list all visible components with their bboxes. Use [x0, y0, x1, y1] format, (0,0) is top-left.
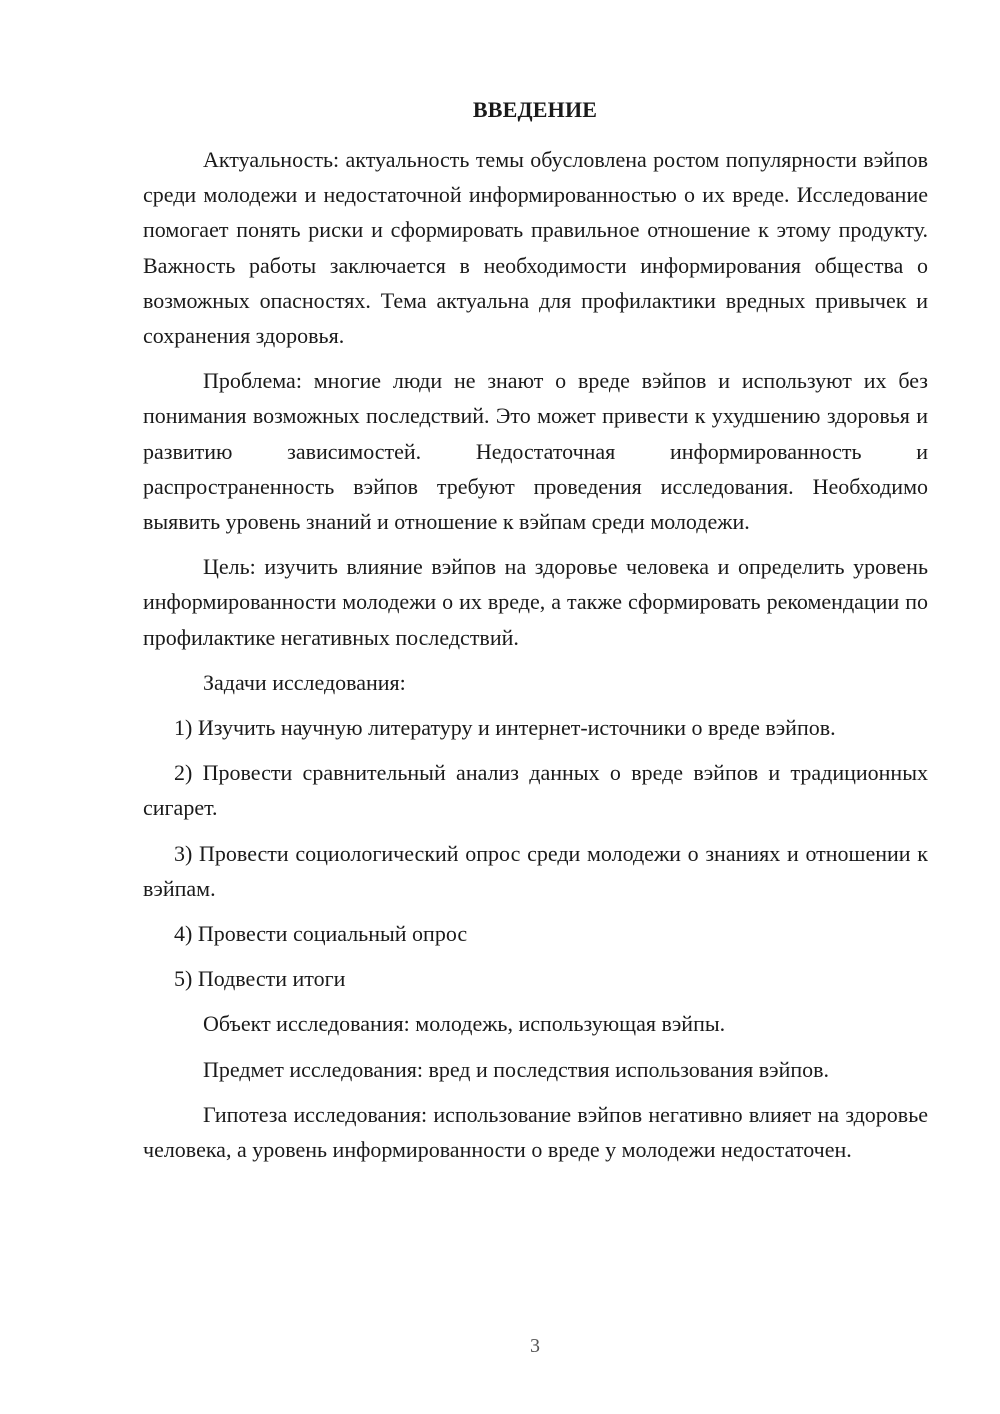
document-body — [143, 142, 928, 1177]
research-subject-paragraph: Предмет исследования: вред и последствия использования вэйпов. — [203, 1056, 830, 1082]
goal-paragraph: Цель: изучить влияние вэйпов на здоровье человека и определить уровень информированности молодежи о их вреде, а также сформировать рекомендации по профилактике негативных последствий. — [143, 554, 928, 650]
task-item-4: 4) Провести социальный опрос — [174, 921, 468, 947]
research-object-paragraph: Объект исследования: молодежь, использующая вэйпы. — [203, 1011, 726, 1037]
task-item-2: 2) Провести сравнительный анализ данных о вреде вэйпов и традиционных сигарет. — [143, 760, 928, 821]
hypothesis-paragraph: Гипотеза исследования: использование вэйпов негативно влияет на здоровье человека, а уровень информированности о вреде у молодежи недостаточен. — [143, 1101, 928, 1163]
task-item-3: 3) Провести социологический опрос среди молодежи о знаниях и отношении к вэйпам. — [143, 840, 928, 901]
problem-paragraph: Проблема: многие люди не знают о вреде вэйпов и используют их без понимания возможных последствий. Это может привести к ухудшению здоровья и развитию зависимостей. Недостаточная информированность и распространенность вэйпов требуют проведения исследования. Необходимо выявить уровень знаний и отношение к вэйпам среди молодежи. — [143, 368, 928, 535]
page-title: ВВЕДЕНИЕ — [472, 97, 598, 122]
relevance-paragraph: Актуальность: актуальность темы обусловлена ростом популярности вэйпов среди молодежи и недостаточной информированностью о их вреде. Исследование помогает понять риски и сформировать правильное отношение к этому продукту. Важность работы заключается в необходимости информирования общества о возможных опасностях. Тема актуальна для профилактики вредных привычек и сохранения здоровья. — [143, 147, 928, 349]
page-number: 3 — [530, 1335, 540, 1357]
task-item-5: 5) Подвести итоги — [174, 966, 346, 992]
task-item-1: 1) Изучить научную литературу и интернет-источники о вреде вэйпов. — [174, 715, 836, 741]
tasks-heading: Задачи исследования: — [203, 669, 406, 695]
